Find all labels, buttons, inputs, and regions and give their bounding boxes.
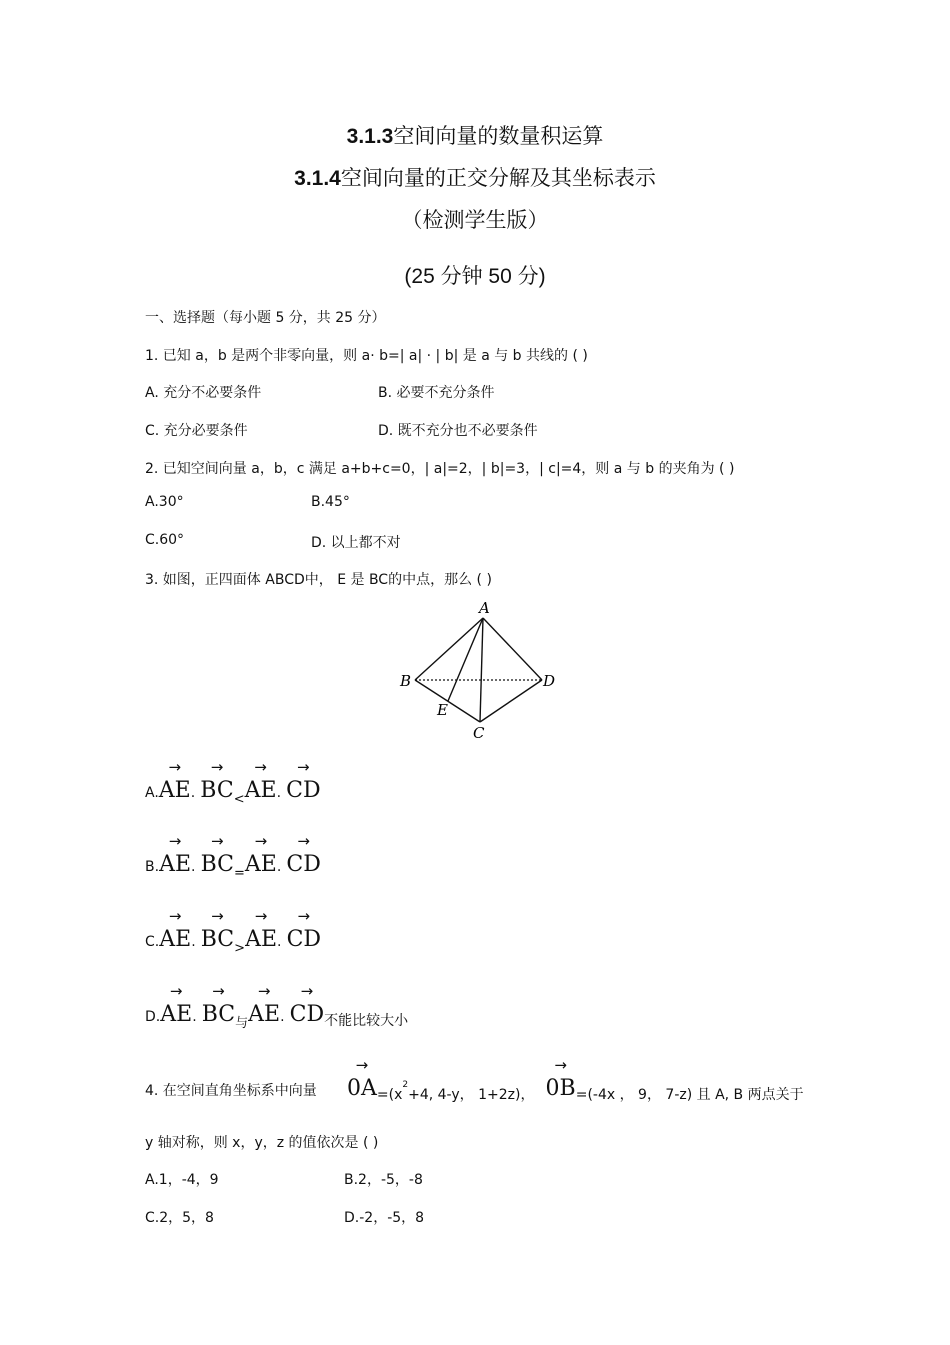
title-2-text: 空间向量的正交分解及其坐标表示 <box>340 166 656 190</box>
relation-symbol: = <box>233 866 245 881</box>
vector-arrow: → <box>297 907 311 925</box>
vector-ae <box>159 907 192 952</box>
vector-bc-text: BC <box>200 852 234 877</box>
vector-arrow: → <box>254 832 268 850</box>
option-d-tail: 不能比较大小 <box>324 1013 409 1029</box>
oa-components-end: +4, 4-y， 1+2z)， <box>408 1087 535 1103</box>
question-4-option-b: B.2，-5，-8 <box>344 1172 423 1188</box>
vector-oa <box>347 1056 377 1101</box>
time-limit: (25 分钟 50 分) <box>404 265 546 288</box>
vector-bc <box>200 832 234 877</box>
dot-operator: . <box>277 934 282 950</box>
vector-arrow: → <box>211 907 224 925</box>
vector-ae-text: AE <box>244 852 277 877</box>
vector-cd-text: CD <box>289 1002 325 1027</box>
vector-ae-text: AE <box>248 1002 281 1027</box>
question-2-option-c: C.60° <box>145 532 185 548</box>
relation-symbol: > <box>234 941 246 956</box>
vector-cd <box>289 982 325 1027</box>
vector-arrow: → <box>257 982 271 1000</box>
vector-arrow: → <box>168 907 182 925</box>
vector-arrow: → <box>254 758 267 776</box>
section-heading: 一、选择题（每小题 5 分，共 25 分） <box>145 310 386 326</box>
question-1-stem: 1. 已知 a，b 是两个非零向量，则 a· b=| a| · | b| 是 a 与 b 共线的 ( ) <box>145 348 588 364</box>
vector-ae-text: AE <box>159 852 192 877</box>
title-1-number: 3.1.3 <box>346 125 394 148</box>
tetrahedron-figure <box>395 598 565 743</box>
vector-ae <box>248 982 281 1027</box>
vector-bc <box>200 758 234 803</box>
dot-operator: . <box>276 785 282 801</box>
question-4-option-a: A.1，-4，9 <box>145 1172 219 1188</box>
vector-arrow: → <box>254 907 268 925</box>
title-2-number: 3.1.4 <box>294 167 341 190</box>
oa-components-start: =(x <box>376 1087 403 1103</box>
vector-cd <box>286 758 321 803</box>
edge-ab <box>415 618 483 680</box>
vector-bc <box>201 982 236 1027</box>
subtitle: （检测学生版） <box>401 208 549 232</box>
edge-ac <box>480 618 483 722</box>
vector-cd <box>286 832 321 877</box>
question-1-option-b: B. 必要不充分条件 <box>378 385 495 401</box>
question-4-option-c: C.2，5，8 <box>145 1210 214 1226</box>
vector-arrow: → <box>168 832 182 850</box>
vector-ae <box>244 758 277 803</box>
label-b: B <box>400 672 412 690</box>
question-2-option-b: B.45° <box>311 494 350 510</box>
label-a: A <box>479 599 490 617</box>
vector-bc-text: BC <box>201 1002 236 1027</box>
vector-cd <box>286 907 322 952</box>
label-c: C <box>473 724 485 742</box>
vector-arrow: → <box>300 982 314 1000</box>
vector-bc <box>200 907 235 952</box>
question-4-option-d: D.-2，-5，8 <box>344 1210 425 1226</box>
question-2-option-d: D. 以上都不对 <box>311 535 401 551</box>
vector-arrow: → <box>297 832 310 850</box>
label-e: E <box>437 701 448 719</box>
question-1-option-c: C. 充分必要条件 <box>145 423 248 439</box>
vector-ae-text: AE <box>160 1002 193 1027</box>
option-b-label: B. <box>145 859 160 875</box>
vector-arrow: → <box>210 758 224 776</box>
dot-operator: . <box>276 859 282 875</box>
vector-ob-text: 0B <box>545 1076 576 1101</box>
question-4-prefix: 4. 在空间直角坐标系中向量 <box>145 1083 317 1099</box>
question-2-option-a: A.30° <box>145 494 184 510</box>
dot-operator: . <box>280 1009 285 1025</box>
question-3-stem: 3. 如图，正四面体 ABCD中， E 是 BC的中点，那么 ( ) <box>145 572 492 588</box>
ob-components: =(-4x ， 9， 7-z) 且 A, B 两点关于 <box>575 1087 804 1103</box>
vector-arrow: → <box>169 982 183 1000</box>
question-3-option-c <box>145 907 322 956</box>
vector-arrow: → <box>297 758 310 776</box>
vector-ae <box>160 982 193 1027</box>
option-d-label: D. <box>145 1009 161 1025</box>
vector-cd-text: CD <box>286 852 321 877</box>
vector-cd-text: CD <box>286 778 321 803</box>
question-3-option-a <box>145 758 321 807</box>
title-line-1 <box>0 120 950 150</box>
vector-oa-text: 0A <box>347 1076 377 1101</box>
vector-arrow: → <box>212 982 225 1000</box>
question-2-stem: 2. 已知空间向量 a，b，c 满足 a+b+c=0，| a|=2，| b|=3，| c|=4，则 a 与 b 的夹角为 ( ) <box>145 461 735 477</box>
dot-operator: . <box>192 1009 197 1025</box>
option-a-label: A. <box>145 785 159 801</box>
question-1-option-a: A. 充分不必要条件 <box>145 385 262 401</box>
question-4-line-2: y 轴对称，则 x，y，z 的值依次是 ( ) <box>145 1135 379 1151</box>
segment-ae <box>448 618 483 701</box>
vector-arrow: → <box>554 1056 567 1074</box>
question-1-option-d: D. 既不充分也不必要条件 <box>378 423 538 439</box>
edge-ad <box>483 618 542 680</box>
label-d: D <box>543 672 556 690</box>
vector-ae-text: AE <box>158 778 191 803</box>
vector-ae <box>244 832 277 877</box>
dot-operator: . <box>191 859 196 875</box>
vector-bc-text: BC <box>200 778 234 803</box>
option-c-label: C. <box>145 934 160 950</box>
vector-ae <box>158 758 191 803</box>
question-3-option-d <box>145 982 409 1031</box>
vector-ae-text: AE <box>245 927 278 952</box>
vector-ae-text: AE <box>159 927 192 952</box>
vector-bc-text: BC <box>200 927 235 952</box>
title-1-text: 空间向量的数量积运算 <box>393 124 604 148</box>
question-4-line-1 <box>145 1056 804 1103</box>
relation-symbol: < <box>233 792 245 807</box>
vector-ae <box>159 832 192 877</box>
vector-arrow: → <box>168 758 182 776</box>
vector-cd-text: CD <box>286 927 322 952</box>
question-3-option-b <box>145 832 321 881</box>
superscript-2: 2 <box>402 1080 409 1090</box>
dot-operator: . <box>191 934 196 950</box>
relation-word: 与 <box>235 1016 249 1031</box>
vector-arrow: → <box>210 832 224 850</box>
dot-operator: . <box>190 785 196 801</box>
vector-ae-text: AE <box>244 778 277 803</box>
vector-ob <box>545 1056 576 1101</box>
edge-cd <box>480 680 542 722</box>
vector-arrow: → <box>355 1056 369 1074</box>
title-line-2 <box>0 162 950 192</box>
vector-ae <box>245 907 278 952</box>
